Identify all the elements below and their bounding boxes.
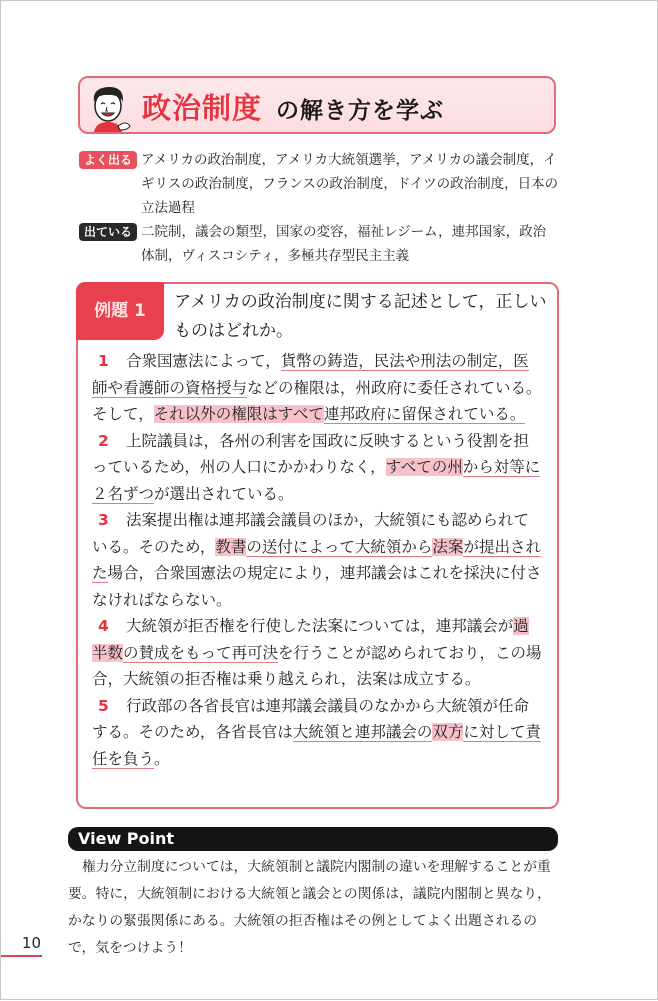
answer-choice-1 (92, 348, 544, 428)
appeared-topics-text: 二院制，議会の類型，国家の変容，福祉レジーム，連邦国家，政治体制，ヴィスコシティ，多極共存型民主主義 (141, 224, 547, 264)
appeared-topics-row (79, 220, 559, 268)
choice-text: 合衆国憲法によって， (126, 352, 281, 370)
underlined-text: 連邦政府に留保されている。 (323, 405, 526, 423)
answer-choice-4 (92, 613, 544, 693)
page-number-rule (1, 955, 42, 957)
frequent-tag: よく出る (79, 151, 137, 169)
choice-number: 3 (98, 511, 109, 529)
example-label: 例題 1 (76, 282, 164, 340)
choice-number: 1 (98, 352, 109, 370)
highlighted-text: それ以外の権限はすべて (153, 405, 324, 423)
choice-text: が選出されている。 (154, 484, 294, 503)
page-number: 10 (21, 934, 41, 952)
underlined-text: が提出された (92, 537, 541, 582)
answer-choice-2 (92, 428, 544, 508)
view-point-text: 権力分立制度については，大統領制と議院内閣制の違いを理解することが重要。特に，大統領制における大統領と議会との関係は，議院内閣制と異なり，かなりの緊張関係にある。大統領の拒否権はその例としてよく出題されるので，気をつけよう！ (68, 859, 551, 956)
choice-text: 場合，合衆国憲法の規定により，連邦議会はこれを採決に付さなければならない。 (92, 564, 542, 609)
choice-text: 行政部の各省長官は連邦議会議員のなかから大統領が任命する。そのため，各省長官は (92, 696, 530, 741)
highlighted-text: 教書 (215, 537, 247, 556)
view-point-header (68, 827, 558, 851)
underlined-text: の賛成をもって再可決 (123, 643, 279, 662)
underlined-text: に対して責任を負う (92, 723, 541, 768)
underlined-text: 大統領と連邦議会の (292, 723, 433, 741)
answer-choice-5 (92, 693, 544, 773)
highlighted-text: 法案 (432, 537, 464, 556)
underlined-text: 貨幣の鋳造，民法や刑法の制定，医師や看護師の資格授与 (92, 352, 529, 397)
question-text: アメリカの政治制度に関する記述として，正しいものはどれか。 (174, 292, 547, 341)
highlighted-text: すべての州 (385, 458, 463, 476)
answer-choice-3 (92, 507, 544, 613)
underlined-text: の送付によって大統領から (246, 537, 433, 556)
choice-text: 法案提出権は連邦議会議員のほか，大統領にも認められている。そのため， (92, 511, 530, 556)
appeared-tag: 出ている (79, 223, 137, 241)
choice-text: などの権限は，州政府に委任されている。そして， (92, 378, 542, 423)
frequent-topics-text: アメリカの政治制度，アメリカ大統領選挙，アメリカの議会制度，イギリスの政治制度，フランスの政治制度，ドイツの政治制度，日本の立法過程 (141, 152, 559, 216)
answer-choices (92, 348, 544, 772)
highlighted-text: 過半数 (92, 617, 529, 662)
choice-number: 2 (98, 431, 109, 450)
example-question-box (76, 282, 559, 809)
frequent-topics-row (79, 148, 559, 220)
choice-text: 上院議員は，各州の利害を国政に反映するという役割を担っているため，州の人口にかかわりなく， (92, 431, 530, 476)
choice-text: を行うことが認められており，この場合，大統領の拒否権は乗り越えられ，法案は成立する。 (92, 643, 542, 688)
textbook-page (1, 1, 658, 1001)
view-point-title: View Point (78, 829, 175, 848)
cartoon-face-icon (86, 82, 132, 132)
choice-text: 。 (154, 749, 170, 768)
section-title-banner (78, 76, 556, 134)
highlighted-text: 双方 (432, 723, 464, 741)
choice-number: 5 (98, 696, 109, 715)
title-subtitle: の解き方を学ぶ (276, 98, 444, 124)
choice-number: 4 (98, 617, 109, 635)
underlined-text: から対等に２名ずつ (92, 458, 541, 503)
title-topic: 政治制度 (142, 91, 263, 125)
choice-text: 大統領が拒否権を行使した法案については，連邦議会が (126, 617, 514, 635)
